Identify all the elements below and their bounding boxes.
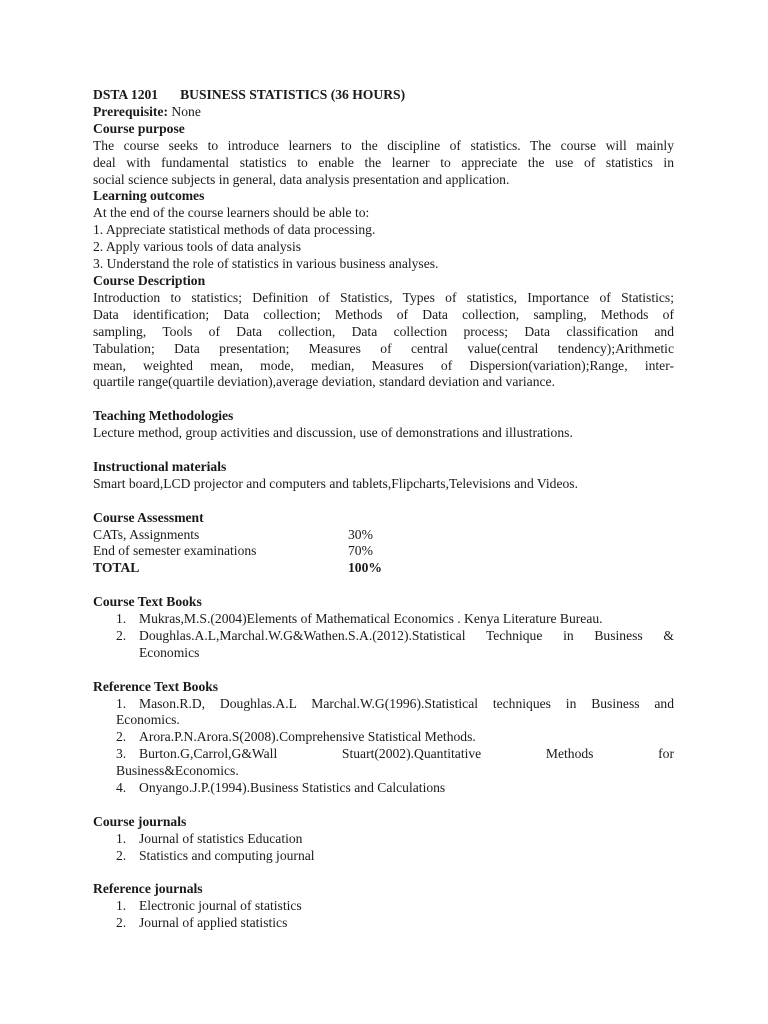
- book-line: Arora.P.N.Arora.S(2008).Comprehensive Statistical Methods.: [139, 729, 476, 745]
- assessment-label: End of semester examinations: [93, 543, 257, 559]
- reference-journals-list: [93, 898, 674, 932]
- outcome-item: 3. Understand the role of statistics in various business analyses.: [93, 256, 439, 272]
- book-line: Economics.: [116, 712, 180, 728]
- purpose-line: social science subjects in general, data analysis presentation and application.: [93, 171, 510, 187]
- list-item: [116, 696, 674, 713]
- list-item: [116, 628, 674, 662]
- assessment-row: [93, 543, 674, 560]
- list-item: [116, 729, 674, 746]
- reference-books-list: [93, 696, 674, 797]
- journals-list: [93, 831, 674, 865]
- assessment-row: [93, 527, 674, 544]
- text-books-heading: Course Text Books: [93, 594, 202, 610]
- assessment-value: 30%: [348, 526, 373, 542]
- materials-heading: Instructional materials: [93, 458, 227, 474]
- purpose-line: deal with fundamental statistics to enable the learner to appreciate the use of statistics in: [93, 154, 674, 170]
- reference-books-heading: Reference Text Books: [93, 678, 219, 694]
- assessment-label: CATs, Assignments: [93, 526, 200, 542]
- list-number: 2.: [116, 729, 127, 745]
- total-label: TOTAL: [93, 560, 140, 576]
- book-line: Onyango.J.P.(1994).Business Statistics and Calculations: [139, 780, 446, 796]
- book-line: Economics: [139, 644, 200, 660]
- purpose-line: The course seeks to introduce learners to the discipline of statistics. The course will mainly: [93, 137, 674, 153]
- outcome-item: 1. Appreciate statistical methods of data processing.: [93, 222, 376, 238]
- list-number: 2.: [116, 627, 127, 643]
- list-item: [116, 780, 674, 797]
- description-line: sampling, Tools of Data collection, Data collection process; Data classification and: [93, 323, 674, 339]
- list-number: 1.: [116, 898, 127, 914]
- teaching-heading: Teaching Methodologies: [93, 408, 234, 424]
- list-number: 1.: [116, 611, 127, 627]
- description-line: quartile range(quartile deviation),average deviation, standard deviation and variance.: [93, 374, 555, 390]
- list-item: [116, 848, 674, 865]
- prerequisite-label: Prerequisite:: [93, 103, 168, 119]
- book-line: Doughlas.A.L,Marchal.W.G&Wathen.S.A.(2012).Statistical Technique in Business &: [139, 627, 674, 643]
- list-item: [116, 915, 674, 932]
- list-number: 3.: [116, 746, 127, 762]
- book-line: Mason.R.D, Doughlas.A.L Marchal.W.G(1996).Statistical techniques in Business and: [139, 695, 674, 711]
- outcomes-heading: Learning outcomes: [93, 188, 205, 204]
- journal-title: Journal of statistics Education: [139, 830, 303, 846]
- journal-title: Statistics and computing journal: [139, 847, 315, 863]
- list-number: 2.: [116, 847, 127, 863]
- assessment-total-row: [93, 560, 674, 577]
- description-line: Introduction to statistics; Definition of Statistics, Types of statistics, Importance of Statistics;: [93, 289, 674, 305]
- assessment-value: 70%: [348, 543, 373, 559]
- purpose-heading: Course purpose: [93, 120, 185, 136]
- description-heading: Course Description: [93, 272, 206, 288]
- list-item: [116, 831, 674, 848]
- list-number: 1.: [116, 695, 127, 711]
- book-line: Mukras,M.S.(2004)Elements of Mathematical Economics . Kenya Literature Bureau.: [139, 611, 603, 627]
- total-value: 100%: [348, 560, 382, 576]
- course-header: [93, 87, 674, 104]
- description-line: Tabulation; Data presentation; Measures of central value(central tendency);Arithmetic: [93, 340, 674, 356]
- assessment-heading: Course Assessment: [93, 509, 204, 525]
- materials-text: Smart board,LCD projector and computers and tablets,Flipcharts,Televisions and Videos.: [93, 475, 578, 491]
- prerequisite-line: [93, 104, 674, 121]
- journal-title: Electronic journal of statistics: [139, 898, 302, 914]
- description-line: mean, weighted mean, mode, median, Measures of Dispersion(variation);Range, inter-: [93, 357, 674, 373]
- list-number: 1.: [116, 830, 127, 846]
- text-books-list: [93, 611, 674, 662]
- list-item: [116, 898, 674, 915]
- outcome-item: 2. Apply various tools of data analysis: [93, 239, 302, 255]
- book-line: Business&Economics.: [116, 763, 239, 779]
- course-code: DSTA 1201: [93, 87, 159, 102]
- journals-heading: Course journals: [93, 813, 187, 829]
- course-title: BUSINESS STATISTICS (36 HOURS): [180, 87, 406, 102]
- list-item: [116, 611, 674, 628]
- list-item: [116, 746, 674, 763]
- description-line: Data identification; Data collection; Methods of Data collection, sampling, Methods of: [93, 306, 674, 322]
- journal-title: Journal of applied statistics: [139, 915, 288, 931]
- prerequisite-value: None: [171, 103, 201, 119]
- outcomes-intro: At the end of the course learners should be able to:: [93, 205, 370, 221]
- teaching-text: Lecture method, group activities and discussion, use of demonstrations and illustrations.: [93, 425, 573, 441]
- course-outline: [93, 87, 674, 932]
- list-number: 2.: [116, 915, 127, 931]
- book-line: Burton.G,Carrol,G&Wall Stuart(2002).Quantitative Methods for: [139, 746, 674, 762]
- reference-journals-heading: Reference journals: [93, 881, 203, 897]
- list-number: 4.: [116, 780, 127, 796]
